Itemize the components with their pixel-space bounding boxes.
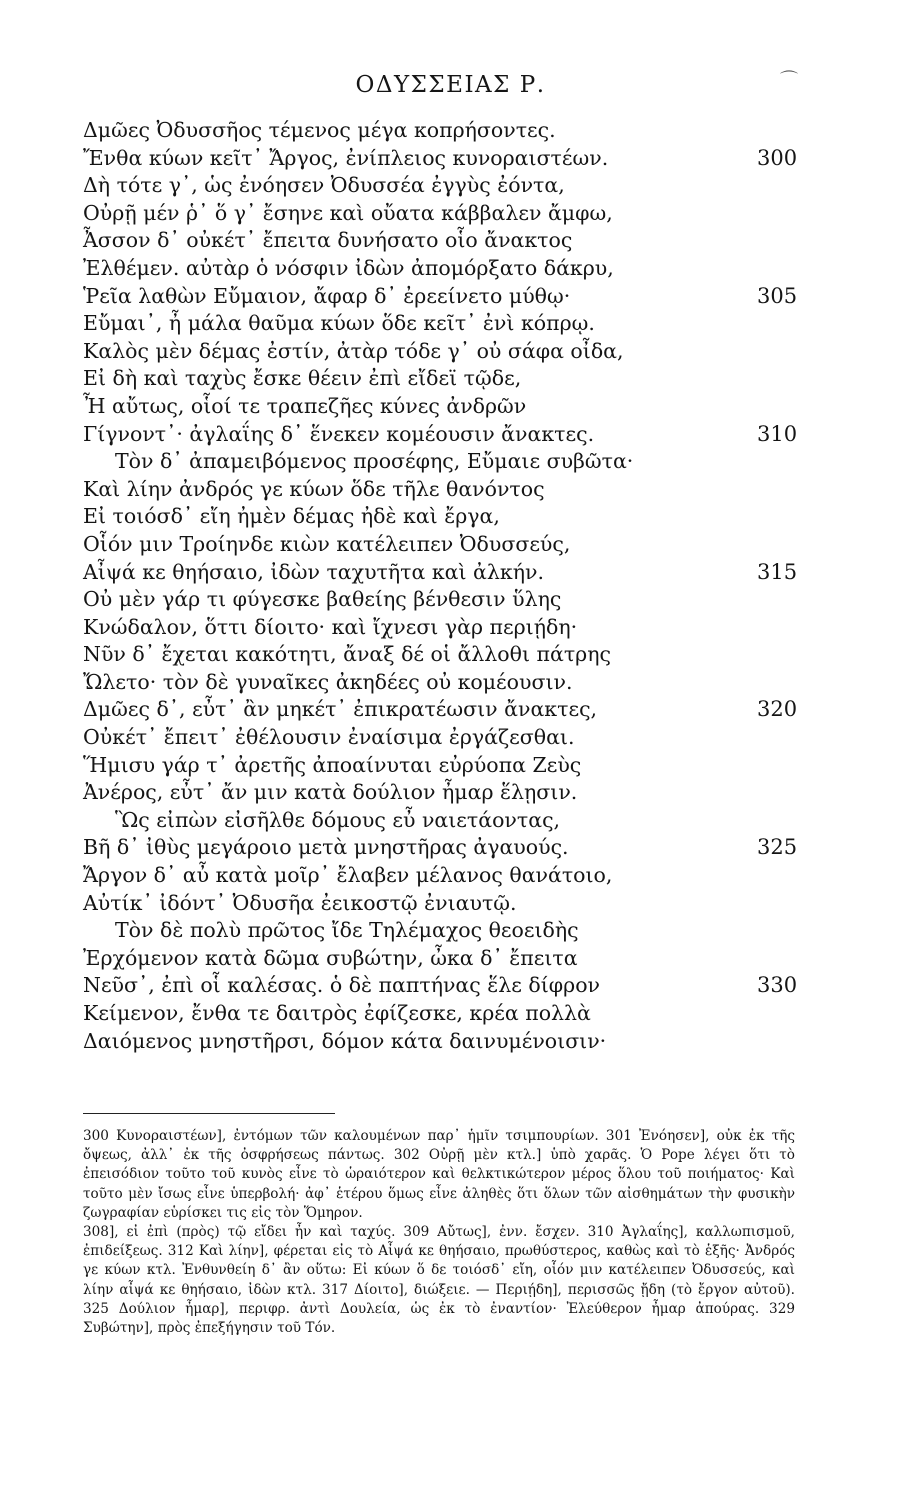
verse-text: Ῥεῖα λαθὼν Εὔμαιον, ἄφαρ δ᾽ ἐρεείνετο μύθῳ·	[83, 283, 571, 308]
verse-text: Νῦν δ᾽ ἔχεται κακότητι, ἄναξ δέ οἱ ἄλλοθι πάτρης	[83, 642, 611, 667]
verse-text: Δμῶες Ὀδυσσῆος τέμενος μέγα κοπρήσοντες.	[83, 118, 556, 142]
poem-text	[83, 117, 803, 1055]
verse-line	[83, 145, 803, 173]
verse-line	[83, 1028, 803, 1056]
verse-line	[83, 200, 803, 228]
footnote-paragraph: 300 Κυνοραιστέων], ἐντόμων τῶν καλουμένων παρ᾽ ἡμῖν τσιμπουρίων. 301 Ἐνόησεν], οὐκ ἐκ τῆς ὄψεως, ἀλλ᾽ ἐκ τῆς ὀσφρήσεως πάντως. 302 Οὐρῇ μὲν κτλ.] ὑπὸ χαρᾶς. Ὁ Pope λέγει ὅτι τὸ ἐπεισόδιον τοῦτο τοῦ κυνὸς εἶνε τὸ ὡραιότερον καὶ θελκτικώτερον μέρος ὅλου τοῦ ποιήματος· Καὶ τοῦτο μὲν ἴσως εἶνε ὑπερβολή· ἀφ᾽ ἑτέρου ὅμως εἶνε ἀληθὲς ὅτι ὅλων τῶν αἰσθημάτων τὴν φυσικὴν ζωγραφίαν εὑρίσκει τις εἰς τὸν Ὅμηρον.	[83, 1128, 795, 1221]
verse-text: Νεῦσ᾽, ἐπὶ οἷ καλέσας. ὁ δὲ παπτήνας ἕλε δίφρον	[83, 973, 600, 998]
verse-text: Κνώδαλον, ὅττι δίοιτο· καὶ ἴχνεσι γὰρ περιῄδη·	[83, 614, 578, 639]
verse-line	[83, 365, 803, 393]
verse-text: Εὔμαι᾽, ἦ μάλα θαῦμα κύων ὅδε κεῖτ᾽ ἐνὶ κόπρῳ.	[83, 311, 595, 336]
verse-text: Καὶ λίην ἀνδρός γε κύων ὅδε τῆλε θανόντος	[83, 476, 545, 501]
verse-line	[83, 310, 803, 338]
verse-text: Βῆ δ᾽ ἰθὺς μεγάροιο μετὰ μνηστῆρας ἀγαυούς.	[83, 835, 569, 860]
verse-line	[83, 421, 803, 449]
verse-text: Δμῶες δ᾽, εὖτ᾽ ἂν μηκέτ᾽ ἐπικρατέωσιν ἄνακτες,	[83, 697, 598, 722]
verse-line	[83, 807, 803, 835]
verse-line	[83, 559, 803, 587]
verse-line	[83, 255, 803, 283]
line-number: 315	[757, 559, 798, 584]
verse-text: Αἶψά κε θηήσαιο, ἰδὼν ταχυτῆτα καὶ ἀλκήν.	[83, 559, 544, 584]
verse-text: Δαιόμενος μνηστῆρσι, δόμον κάτα δαινυμένοισιν·	[83, 1028, 607, 1053]
verse-line	[83, 669, 803, 697]
verse-line	[83, 338, 803, 366]
verse-line	[83, 614, 803, 642]
verse-text: Οὐκέτ᾽ ἔπειτ᾽ ἐθέλουσιν ἐναίσιμα ἐργάζεσθαι.	[83, 725, 575, 750]
footnote-rule	[83, 1113, 335, 1114]
verse-line	[83, 393, 803, 421]
verse-text: Ἄργον δ᾽ αὖ κατὰ μοῖρ᾽ ἔλαβεν μέλανος θανάτοιο,	[83, 863, 613, 888]
verse-text: Οὐ μὲν γάρ τι φύγεσκε βαθείης βένθεσιν ὕλης	[83, 587, 562, 612]
verse-text: Ἆσσον δ᾽ οὐκέτ᾽ ἔπειτα δυνήσατο οἷο ἄνακτος	[83, 228, 573, 253]
verse-text: Ἦ αὔτως, οἷοί τε τραπεζῆες κύνες ἀνδρῶν	[83, 393, 527, 418]
verse-text: Ὣς εἰπὼν εἰσῆλθε δόμους εὖ ναιετάοντας,	[115, 807, 561, 832]
verse-text: Οὐρῇ μέν ῥ᾽ ὅ γ᾽ ἔσηνε καὶ οὔατα κάββαλεν ἄμφω,	[83, 200, 613, 225]
verse-line	[83, 724, 803, 752]
verse-text: Ὤλετο· τὸν δὲ γυναῖκες ἀκηδέες οὐ κομέουσιν.	[83, 669, 573, 694]
verse-text: Ἀνέρος, εὖτ᾽ ἄν μιν κατὰ δούλιον ἦμαρ ἕλῃσιν.	[83, 780, 578, 805]
line-number: 300	[757, 145, 798, 170]
verse-text: Εἰ τοιόσδ᾽ εἴη ἠμὲν δέμας ἠδὲ καὶ ἔργα,	[83, 504, 500, 529]
footnote-paragraph: 308], εἰ ἐπὶ (πρὸς) τῷ εἴδει ἦν καὶ ταχύς. 309 Αὔτως], ἐνν. ἔσχεν. 310 Ἀγλαΐης], καλλωπισμοῦ, ἐπιδείξεως. 312 Καὶ λίην], φέρεται εἰς τὸ Αἶψά κε θηήσαιο, πρωθύστερος, καθὼς καὶ τὸ ἑξῆς· Ἀνδρός γε κύων κτλ. Ἐνθυνθείη δ᾽ ἂν οὕτω: Εἰ κύων ὅ δε τοιόσδ᾽ εἴη, οἷόν μιν κατέλειπεν Ὀδυσσεύς, καὶ λίην αἶψά κε θηήσαιο, ἰδὼν κτλ. 317 Δίοιτο], διώξειε. — Περιῄδη], περισσῶς ᾔδη (τὸ ἔργον αὐτοῦ). 325 Δούλιον ἦμαρ], περιφρ. ἀντὶ Δουλεία, ὡς ἐκ τὸ ἐναντίον· Ἐλεύθερον ἦμαρ ἀπούρας. 329 Συβώτην], πρὸς ἐπεξήγησιν τοῦ Τόν.	[83, 1224, 795, 1337]
verse-line	[83, 862, 803, 890]
verse-line	[83, 890, 803, 918]
verse-line	[83, 779, 803, 807]
verse-text: Ἐρχόμενον κατὰ δῶμα συβώτην, ὦκα δ᾽ ἔπειτα	[83, 945, 578, 970]
corner-mark: ⌒	[780, 70, 798, 91]
verse-text: Οἷόν μιν Τροίηνδε κιὼν κατέλειπεν Ὀδυσσεύς,	[83, 531, 571, 556]
verse-line	[83, 752, 803, 780]
verse-line	[83, 945, 803, 973]
verse-text: Ἔνθα κύων κεῖτ᾽ Ἄργος, ἐνίπλειος κυνοραιστέων.	[83, 145, 609, 170]
verse-line	[83, 641, 803, 669]
verse-line	[83, 172, 803, 200]
verse-line	[83, 696, 803, 724]
verse-text: Καλὸς μὲν δέμας ἐστίν, ἀτὰρ τόδε γ᾽ οὐ σάφα οἶδα,	[83, 338, 624, 363]
line-number: 325	[757, 835, 798, 860]
verse-text: Ἐλθέμεν. αὐτὰρ ὁ νόσφιν ἰδὼν ἀπομόρξατο δάκρυ,	[83, 255, 614, 280]
verse-line	[83, 972, 803, 1000]
line-number: 305	[757, 283, 798, 308]
verse-line	[83, 476, 803, 504]
verse-line	[83, 117, 803, 145]
line-number: 320	[757, 697, 798, 722]
verse-text: Αὐτίκ᾽ ἰδόντ᾽ Ὀδυσῆα ἐεικοστῷ ἐνιαυτῷ.	[83, 890, 517, 915]
verse-text: Ἥμισυ γάρ τ᾽ ἀρετῆς ἀποαίνυται εὐρύοπα Ζεὺς	[83, 752, 582, 777]
verse-text: Κείμενον, ἔνθα τε δαιτρὸς ἐφίζεσκε, κρέα πολλὰ	[83, 1001, 591, 1025]
verse-line	[83, 283, 803, 311]
verse-line	[83, 917, 803, 945]
verse-line	[83, 586, 803, 614]
running-header: ΟΔΥΣΣΕΙΑΣ Ρ.	[355, 72, 546, 98]
verse-text: Γίγνοντ᾽· ἀγλαΐης δ᾽ ἕνεκεν κομέουσιν ἄνακτες.	[83, 421, 595, 446]
verse-line	[83, 531, 803, 559]
line-number: 310	[757, 421, 798, 446]
verse-text: Δὴ τότε γ᾽, ὡς ἐνόησεν Ὀδυσσέα ἐγγὺς ἐόντα,	[83, 173, 565, 198]
verse-line	[83, 227, 803, 255]
verse-text: Τὸν δὲ πολὺ πρῶτος ἴδε Τηλέμαχος θεοειδὴς	[115, 918, 579, 943]
line-number: 330	[757, 973, 798, 998]
verse-line	[83, 1000, 803, 1028]
verse-text: Τὸν δ᾽ ἀπαμειβόμενος προσέφης, Εὔμαιε συβῶτα·	[115, 449, 634, 474]
verse-line	[83, 448, 803, 476]
verse-text: Εἰ δὴ καὶ ταχὺς ἔσκε θέειν ἐπὶ εἴδεϊ τῷδε,	[83, 366, 522, 391]
verse-line	[83, 834, 803, 862]
footnotes	[83, 1127, 795, 1338]
verse-line	[83, 503, 803, 531]
